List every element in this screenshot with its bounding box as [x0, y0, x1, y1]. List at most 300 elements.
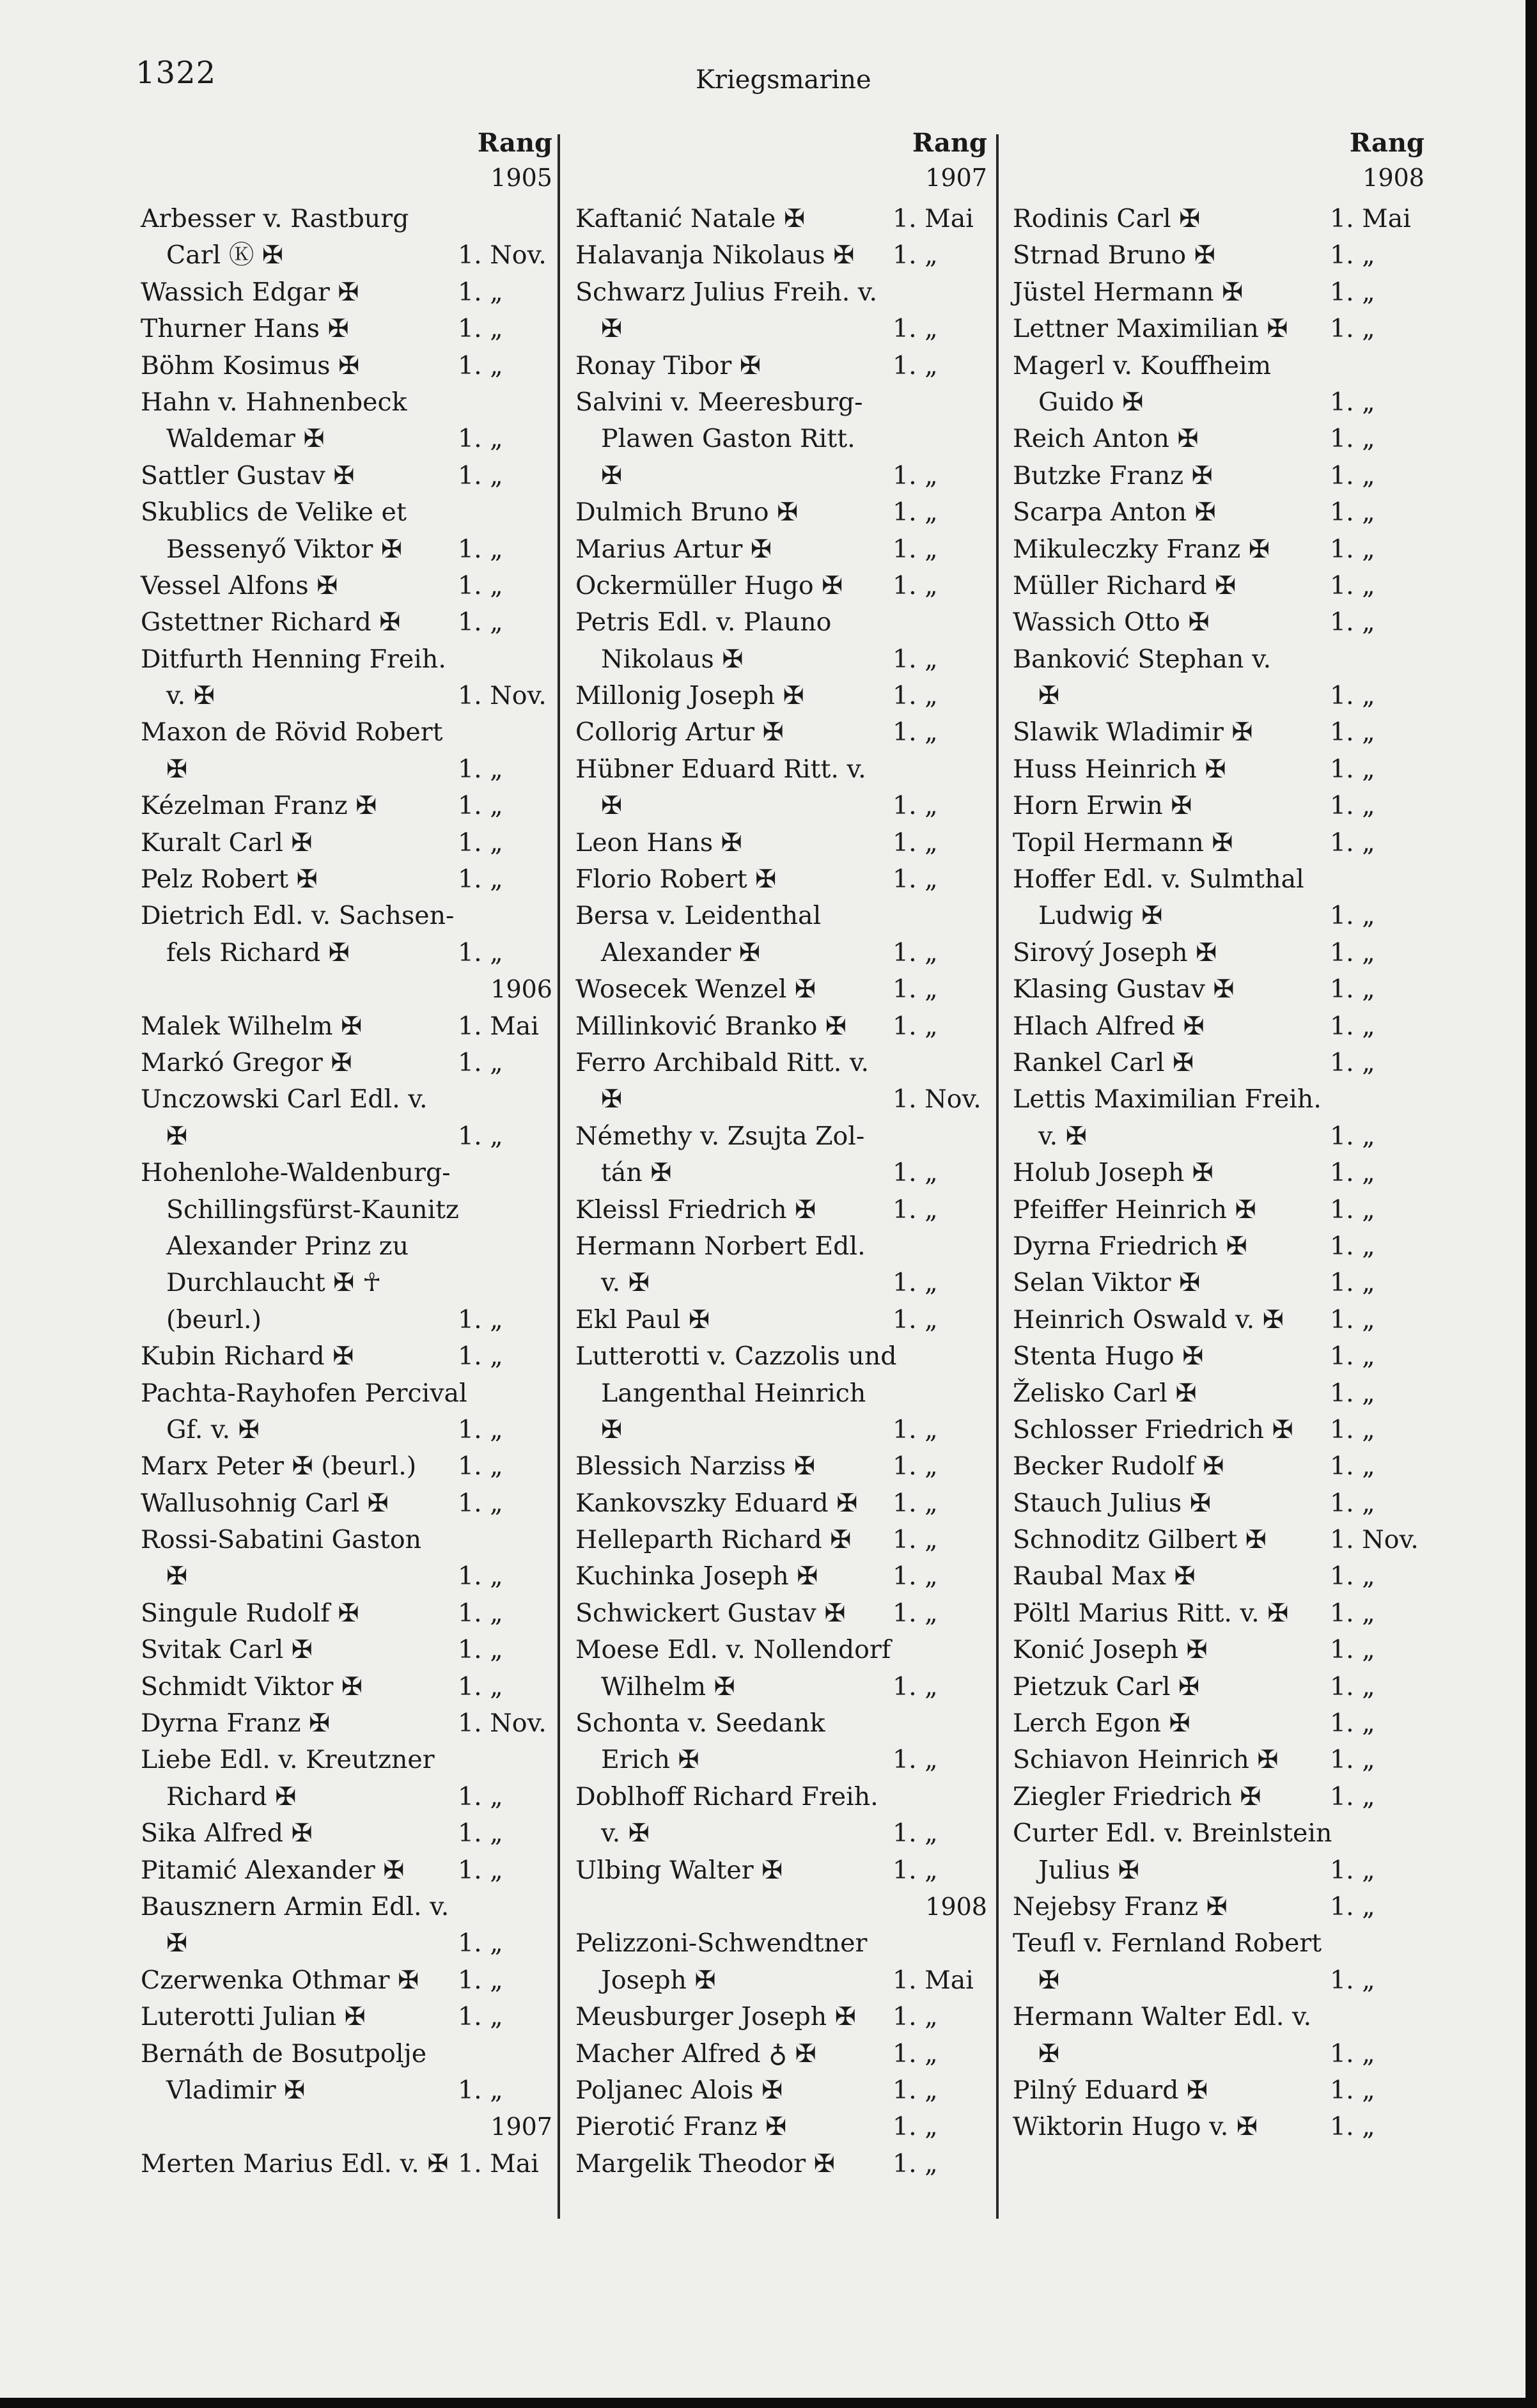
officer-name: Kaftanić Natale ✠ [575, 204, 806, 233]
rank-date: 1. „ [458, 864, 503, 895]
roster-entry [1006, 1595, 1428, 1632]
rank-date: 1. Mai [458, 2148, 539, 2178]
rank-date: 1. „ [458, 1965, 503, 1995]
officer-name: Topil Hermann ✠ [1013, 827, 1233, 857]
year-label: 1908 [1362, 164, 1424, 192]
roster-entry [1006, 1192, 1428, 1228]
officer-name: Pierotić Franz ✠ [575, 2112, 787, 2142]
rank-date: 1. „ [893, 1818, 938, 1849]
officer-name: Alexander Prinz zu [166, 1231, 409, 1261]
rank-date: 1. „ [1330, 1965, 1375, 1995]
roster-entry [1006, 1081, 1428, 1118]
rank-date: 1. Nov. [893, 1084, 981, 1114]
rank-date: 1. „ [1330, 1231, 1375, 1261]
officer-name: Salvini v. Meeresburg- [575, 387, 863, 417]
roster-entry [134, 2146, 556, 2182]
officer-name: Rodinis Carl ✠ [1013, 204, 1201, 233]
roster-entry [134, 237, 556, 274]
roster-entry [1006, 825, 1428, 861]
rank-date: 1. „ [458, 2075, 503, 2105]
officer-name: ✠ [1038, 1965, 1060, 1995]
officer-name: Lerch Egon ✠ [1013, 1708, 1190, 1739]
officer-name: Kézelman Franz ✠ [141, 791, 377, 821]
roster-entry [1006, 678, 1428, 714]
rank-date: 1. Mai [458, 1011, 539, 1041]
rank-date: 1. „ [1330, 1121, 1375, 1151]
officer-name: Slawik Wladimir ✠ [1013, 717, 1253, 747]
rank-date: 1. „ [893, 974, 938, 1005]
roster-entry [569, 2146, 991, 2182]
rank-date: 1. „ [1330, 1158, 1375, 1188]
roster-entry [1006, 1265, 1428, 1301]
officer-name: Bessenyő Viktor ✠ [166, 534, 403, 564]
officer-name: Želisko Carl ✠ [1013, 1378, 1197, 1408]
rank-date: 1. Nov. [458, 681, 547, 711]
rank-date: 1. „ [893, 314, 938, 344]
roster-entry [569, 1045, 991, 1081]
rank-date: 1. „ [458, 1818, 503, 1849]
roster-entry [134, 421, 556, 457]
officer-name: Waldemar ✠ [166, 424, 325, 454]
year-heading [569, 1889, 991, 1925]
officer-name: Guido ✠ [1038, 387, 1144, 417]
rank-date: 1. „ [458, 607, 503, 637]
roster-entry [1006, 641, 1428, 678]
officer-name: Joseph ✠ [601, 1965, 716, 1995]
rank-date: 1. „ [458, 1414, 503, 1444]
roster-entry [134, 1889, 556, 1925]
roster-entry [134, 935, 556, 971]
rank-date: 1. „ [1330, 277, 1375, 307]
roster-entry [1006, 458, 1428, 494]
rank-date: 1. „ [1330, 1855, 1375, 1885]
rank-date: 1. „ [893, 1561, 938, 1591]
rank-date: 1. „ [1330, 314, 1375, 344]
roster-entry [1006, 1412, 1428, 1448]
rank-date: 1. „ [458, 827, 503, 857]
roster-entry [1006, 1448, 1428, 1485]
rank-date: 1. „ [1330, 937, 1375, 967]
rank-date: 1. „ [458, 1671, 503, 1701]
roster-entry [134, 788, 556, 824]
officer-name: Leon Hans ✠ [575, 827, 742, 857]
rank-date: 1. „ [893, 1011, 938, 1041]
rank-date: 1. „ [1330, 2038, 1375, 2068]
roster-entry [134, 1522, 556, 1558]
roster-entry [569, 1705, 991, 1742]
rank-date: 1. „ [1330, 1268, 1375, 1298]
officer-name: Konić Joseph ✠ [1013, 1635, 1208, 1665]
officer-name: Petris Edl. v. Plauno [575, 607, 832, 637]
column-divider [558, 134, 560, 2219]
officer-name: Horn Erwin ✠ [1013, 791, 1192, 821]
rank-date: 1. „ [458, 570, 503, 600]
officer-name: Hermann Norbert Edl. [575, 1231, 866, 1261]
roster-entry [569, 1558, 991, 1595]
rank-date: 1. „ [1330, 607, 1375, 637]
officer-name: Sirový Joseph ✠ [1013, 937, 1217, 967]
roster-entry [1006, 1045, 1428, 1081]
officer-name: Millonig Joseph ✠ [575, 681, 804, 711]
officer-name: Wosecek Wenzel ✠ [575, 974, 816, 1005]
rank-date: 1. „ [458, 277, 503, 307]
rank-date: 1. „ [1330, 534, 1375, 564]
rank-date: 1. „ [1330, 570, 1375, 600]
rank-date: 1. „ [1330, 974, 1375, 1005]
column-3 [1006, 128, 1428, 2263]
officer-name: Ditfurth Henning Freih. [141, 644, 446, 674]
officer-name: Unczowski Carl Edl. v. [141, 1084, 428, 1114]
roster-entry [1006, 201, 1428, 237]
roster-entry [569, 604, 991, 641]
roster-entry [1006, 1485, 1428, 1522]
roster-entry [134, 1192, 556, 1228]
roster-entry [134, 1742, 556, 1778]
roster-entry [1006, 1008, 1428, 1045]
entry-list [134, 201, 556, 2182]
officer-name: Helleparth Richard ✠ [575, 1525, 852, 1555]
roster-entry [569, 1632, 991, 1668]
entry-list [569, 201, 991, 2182]
rank-date: 1. „ [893, 2002, 938, 2032]
roster-entry [134, 1632, 556, 1668]
officer-name: ✠ [601, 1084, 623, 1114]
rank-date: 1. „ [1330, 681, 1375, 711]
officer-name: ✠ [601, 460, 623, 490]
roster-entry [1006, 384, 1428, 421]
roster-entry [134, 1338, 556, 1375]
officer-name: Kuchinka Joseph ✠ [575, 1561, 818, 1591]
rank-date: 1. „ [458, 1488, 503, 1518]
roster-entry [569, 714, 991, 751]
officer-name: Markó Gregor ✠ [141, 1047, 352, 1077]
rank-date: 1. „ [893, 2112, 938, 2142]
rank-date: 1. „ [458, 1121, 503, 1151]
officer-name: Hoffer Edl. v. Sulmthal [1013, 864, 1304, 895]
rank-date: 1. „ [893, 1671, 938, 1701]
rank-date: 1. „ [458, 350, 503, 380]
officer-name: Vessel Alfons ✠ [141, 570, 338, 600]
rank-date: 1. „ [1330, 1194, 1375, 1224]
rank-date: 1. „ [1330, 2112, 1375, 2142]
roster-entry [134, 641, 556, 678]
rank-date: 1. „ [1330, 1891, 1375, 1921]
roster-entry [134, 898, 556, 934]
roster-entry [134, 1448, 556, 1485]
roster-entry [1006, 1889, 1428, 1925]
roster-entry [1006, 1852, 1428, 1889]
roster-entry [569, 1595, 991, 1632]
officer-name: Pilný Eduard ✠ [1013, 2075, 1208, 2105]
roster-entry [569, 898, 991, 934]
roster-entry [569, 421, 991, 457]
officer-name: Ronay Tibor ✠ [575, 350, 761, 380]
roster-entry [1006, 1558, 1428, 1595]
officer-name: Schlosser Friedrich ✠ [1013, 1414, 1293, 1444]
officer-name: Lutterotti v. Cazzolis und [575, 1341, 897, 1372]
rank-date: 1. „ [1330, 1047, 1375, 1077]
rank-date: 1. „ [1330, 1488, 1375, 1518]
officer-name: Wilhelm ✠ [601, 1671, 735, 1701]
roster-entry [1006, 494, 1428, 531]
officer-name: Alexander ✠ [601, 937, 760, 967]
rank-date: 1. „ [458, 314, 503, 344]
officer-name: Stauch Julius ✠ [1013, 1488, 1211, 1518]
officer-name: Millinković Branko ✠ [575, 1011, 847, 1041]
year-label: 1907 [925, 164, 987, 192]
officer-name: Pitamić Alexander ✠ [141, 1855, 405, 1885]
officer-name: Halavanja Nikolaus ✠ [575, 240, 855, 270]
rank-date: 1. „ [1330, 1561, 1375, 1591]
rank-date: 1. „ [893, 1194, 938, 1224]
officer-name: Heinrich Oswald v. ✠ [1013, 1304, 1284, 1334]
roster-entry [569, 1155, 991, 1191]
officer-name: Ferro Archibald Ritt. v. [575, 1047, 870, 1077]
rank-date: 1. „ [1330, 1011, 1375, 1041]
roster-entry [569, 458, 991, 494]
rank-date: 1. „ [893, 1598, 938, 1628]
officer-name: Gf. v. ✠ [166, 1414, 260, 1444]
officer-name: v. ✠ [601, 1818, 650, 1849]
officer-name: Margelik Theodor ✠ [575, 2148, 835, 2178]
rank-date: 1. „ [893, 717, 938, 747]
roster-entry [1006, 2072, 1428, 2109]
officer-name: Lettis Maximilian Freih. [1013, 1084, 1322, 1114]
roster-entry [569, 568, 991, 604]
officer-name: Macher Alfred ♁ ✠ [575, 2038, 816, 2068]
roster-entry [134, 1081, 556, 1118]
officer-name: Schmidt Viktor ✠ [141, 1671, 363, 1701]
roster-entry [1006, 1522, 1428, 1558]
roster-entry [134, 2072, 556, 2109]
roster-entry [134, 1595, 556, 1632]
officer-name: Butzke Franz ✠ [1013, 460, 1213, 490]
officer-name: Ulbing Walter ✠ [575, 1855, 783, 1885]
rank-date: 1. „ [1330, 717, 1375, 747]
roster-entry [1006, 604, 1428, 641]
officer-name: Lettner Maximilian ✠ [1013, 314, 1288, 344]
running-head: Kriegsmarine [696, 65, 871, 95]
roster-entry [569, 788, 991, 824]
officer-name: Pachta-Rayhofen Percival [141, 1378, 467, 1408]
roster-entry [1006, 1118, 1428, 1155]
officer-name: Plawen Gaston Ritt. [601, 424, 855, 454]
roster-entry [569, 678, 991, 714]
year-heading-label: 1907 [490, 2113, 552, 2141]
rank-date: 1. „ [893, 497, 938, 528]
officer-name: Marius Artur ✠ [575, 534, 772, 564]
roster-entry [134, 1669, 556, 1705]
officer-name: Banković Stephan v. [1013, 644, 1272, 674]
roster-entry [569, 825, 991, 861]
roster-entry [569, 1448, 991, 1485]
roster-entry [1006, 568, 1428, 604]
rank-date: 1. „ [1330, 1304, 1375, 1334]
officer-name: Richard ✠ [166, 1781, 297, 1811]
officer-name: Pelz Robert ✠ [141, 864, 318, 895]
roster-entry [569, 1412, 991, 1448]
roster-entry [1006, 971, 1428, 1008]
column-divider [996, 134, 999, 2219]
roster-entry [569, 2109, 991, 2145]
officer-name: ✠ [601, 791, 623, 821]
officer-name: Julius ✠ [1038, 1855, 1139, 1885]
officer-name: Maxon de Rövid Robert [141, 717, 443, 747]
scan-border-right [1525, 0, 1537, 2408]
roster-entry [1006, 1155, 1428, 1191]
officer-name: Bernáth de Bosutpolje [141, 2038, 427, 2068]
officer-name: Kubin Richard ✠ [141, 1341, 354, 1372]
rank-date: 1. Nov. [458, 1708, 547, 1739]
roster-entry [1006, 1338, 1428, 1375]
officer-name: Pietzuk Carl ✠ [1013, 1671, 1200, 1701]
rank-date: 1. „ [893, 1855, 938, 1885]
rank-date: 1. „ [458, 1598, 503, 1628]
roster-entry [1006, 1962, 1428, 1999]
rank-date: 1. „ [1330, 1635, 1375, 1665]
officer-name: Jüstel Hermann ✠ [1013, 277, 1244, 307]
officer-name: Wassich Edgar ✠ [141, 277, 359, 307]
officer-name: Florio Robert ✠ [575, 864, 777, 895]
officer-name: Vladimir ✠ [166, 2075, 306, 2105]
roster-entry [134, 1558, 556, 1595]
roster-entry [569, 2072, 991, 2109]
officer-name: Singule Rudolf ✠ [141, 1598, 359, 1628]
officer-name: Luterotti Julian ✠ [141, 2002, 366, 2032]
officer-name: ✠ [166, 1561, 188, 1591]
roster-entry [134, 384, 556, 421]
officer-name: Nejebsy Franz ✠ [1013, 1891, 1228, 1921]
officer-name: Dyrna Franz ✠ [141, 1708, 331, 1739]
roster-entry [569, 1302, 991, 1338]
roster-entry [134, 494, 556, 531]
rank-date: 1. „ [893, 1158, 938, 1188]
roster-entry [1006, 1742, 1428, 1778]
rank-date: 1. „ [893, 460, 938, 490]
roster-entry [1006, 1302, 1428, 1338]
officer-name: Sattler Gustav ✠ [141, 460, 355, 490]
officer-name: Pfeiffer Heinrich ✠ [1013, 1194, 1256, 1224]
roster-entry [569, 1008, 991, 1045]
year-heading-label: 1906 [490, 975, 552, 1004]
officer-name: v. ✠ [166, 681, 215, 711]
officer-name: (beurl.) [166, 1304, 261, 1334]
roster-entry [134, 1265, 556, 1301]
rang-label: Rang [912, 128, 987, 158]
officer-name: Hohenlohe-Waldenburg- [141, 1158, 451, 1188]
roster-entry [1006, 1669, 1428, 1705]
roster-entry [134, 2036, 556, 2072]
column-header [569, 128, 991, 201]
roster-entry [134, 678, 556, 714]
officer-name: Pelizzoni-Schwendtner [575, 1928, 868, 1958]
officer-name: Schillingsfürst-Kaunitz [166, 1194, 459, 1224]
officer-name: Mikuleczky Franz ✠ [1013, 534, 1270, 564]
rank-date: 1. „ [458, 1047, 503, 1077]
roster-entry [134, 274, 556, 311]
roster-entry [134, 1118, 556, 1155]
roster-entry [134, 1412, 556, 1448]
officer-name: Kankovszky Eduard ✠ [575, 1488, 858, 1518]
officer-name: Curter Edl. v. Breinlstein [1013, 1818, 1332, 1849]
rank-date: 1. „ [893, 2075, 938, 2105]
rank-date: 1. „ [893, 350, 938, 380]
officer-name: Dulmich Bruno ✠ [575, 497, 799, 528]
officer-name: Ockermüller Hugo ✠ [575, 570, 843, 600]
officer-name: Schonta v. Seedank [575, 1708, 825, 1739]
year-heading [134, 2109, 556, 2145]
rank-date: 1. „ [1330, 827, 1375, 857]
rank-date: 1. „ [893, 2148, 938, 2178]
officer-name: Moese Edl. v. Nollendorf [575, 1635, 891, 1665]
roster-entry [1006, 2036, 1428, 2072]
officer-name: Svitak Carl ✠ [141, 1635, 313, 1665]
officer-name: Rankel Carl ✠ [1013, 1047, 1194, 1077]
officer-name: Bersa v. Leidenthal [575, 901, 822, 931]
officer-name: Blessich Narziss ✠ [575, 1451, 815, 1482]
officer-name: Collorig Artur ✠ [575, 717, 784, 747]
officer-name: Magerl v. Kouffheim [1013, 350, 1272, 380]
rank-date: 1. „ [1330, 901, 1375, 931]
roster-entry [569, 1522, 991, 1558]
rank-date: 1. „ [458, 424, 503, 454]
rank-date: 1. „ [458, 1561, 503, 1591]
rank-date: 1. „ [893, 534, 938, 564]
roster-entry [1006, 311, 1428, 347]
roster-entry [569, 1118, 991, 1155]
rank-date: 1. „ [1330, 1451, 1375, 1482]
officer-name: Schnoditz Gilbert ✠ [1013, 1525, 1267, 1555]
roster-entry [1006, 2109, 1428, 2145]
rank-date: 1. „ [1330, 1671, 1375, 1701]
rank-date: 1. „ [1330, 2075, 1375, 2105]
officer-name: Arbesser v. Rastburg [141, 204, 409, 233]
roster-entry [569, 237, 991, 274]
rank-date: 1. „ [893, 644, 938, 674]
rank-date: 1. „ [458, 1304, 503, 1334]
officer-name: Hlach Alfred ✠ [1013, 1011, 1205, 1041]
column-header [134, 128, 556, 201]
rank-date: 1. „ [1330, 387, 1375, 417]
rank-date: 1. „ [893, 1451, 938, 1482]
rank-date: 1. „ [893, 1304, 938, 1334]
roster-entry [134, 714, 556, 751]
officer-name: Wassich Otto ✠ [1013, 607, 1210, 637]
roster-entry [569, 1338, 991, 1375]
column-2 [569, 128, 991, 2263]
officer-name: ✠ [601, 1414, 623, 1444]
officer-name: ✠ [166, 754, 188, 784]
rank-date: 1. Mai [1330, 204, 1411, 233]
officer-name: Böhm Kosimus ✠ [141, 350, 360, 380]
rank-date: 1. „ [458, 754, 503, 784]
roster-entry [1006, 751, 1428, 788]
rang-label: Rang [477, 128, 552, 158]
officer-name: Wiktorin Hugo v. ✠ [1013, 2112, 1258, 2142]
roster-entry [1006, 898, 1428, 934]
roster-entry [569, 1925, 991, 1962]
roster-entry [569, 971, 991, 1008]
rank-date: 1. „ [1330, 754, 1375, 784]
roster-entry [134, 1155, 556, 1191]
roster-entry [569, 1192, 991, 1228]
rank-date: 1. „ [1330, 1414, 1375, 1444]
rank-date: 1. „ [893, 1488, 938, 1518]
roster-entry [134, 861, 556, 898]
rank-date: 1. „ [1330, 1745, 1375, 1775]
roster-entry [569, 1815, 991, 1852]
officer-name: Rossi-Sabatini Gaston [141, 1525, 422, 1555]
